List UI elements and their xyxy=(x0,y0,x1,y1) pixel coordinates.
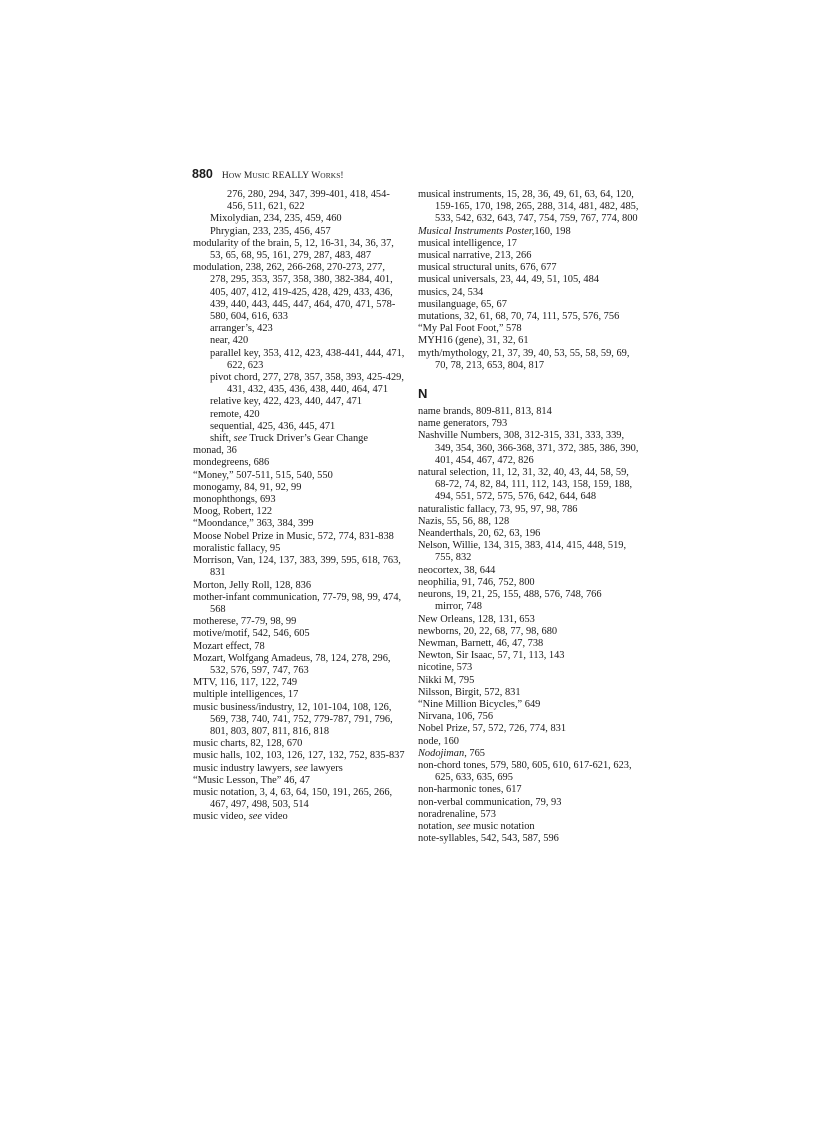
entry-text: motherese, 77-79, 98, 99 xyxy=(193,616,297,628)
entry-text: Nazis, 55, 56, 88, 128 xyxy=(418,515,510,527)
index-entry xyxy=(418,189,640,226)
index-subentry xyxy=(193,421,405,433)
index-entry xyxy=(418,287,640,299)
entry-text: “My Pal Foot Foot,” 578 xyxy=(418,323,522,335)
entry-text: monogamy, 84, 91, 92, 99 xyxy=(193,481,302,493)
see-reference: see xyxy=(457,820,471,832)
index-entry xyxy=(193,616,405,628)
see-target: music notation xyxy=(470,820,535,832)
entry-text: , 765 xyxy=(464,747,485,759)
entry-text: parallel key, 353, 412, 423, 438-441, 444, 471, 622, 623 xyxy=(210,347,405,371)
see-reference: see xyxy=(294,762,308,774)
index-entry xyxy=(193,506,405,518)
index-entry xyxy=(193,653,405,677)
index-entry xyxy=(418,614,640,626)
entry-text: shift, xyxy=(210,433,234,445)
entry-text: musical structural units, 676, 677 xyxy=(418,262,557,274)
index-entry xyxy=(418,650,640,662)
entry-text: mirror, 748 xyxy=(435,601,482,613)
entry-text: music business/industry, 12, 101-104, 108, 126, 569, 738, 740, 741, 752, 779-787, 791, 796, 801, 803, 807, 811, 816, 818 xyxy=(193,701,393,737)
index-entry xyxy=(193,470,405,482)
entry-text: nicotine, 573 xyxy=(418,662,473,674)
index-entry xyxy=(193,811,405,823)
entry-text: non-harmonic tones, 617 xyxy=(418,784,522,796)
entry-text: “Moondance,” 363, 384, 399 xyxy=(193,518,314,530)
index-entry xyxy=(193,543,405,555)
entry-text: noradrenaline, 573 xyxy=(418,808,496,820)
page-header xyxy=(192,167,344,181)
index-entry xyxy=(418,760,640,784)
entry-text: Morton, Jelly Roll, 128, 836 xyxy=(193,579,312,591)
entry-text: remote, 420 xyxy=(210,408,260,420)
index-entry xyxy=(418,528,640,540)
index-subentry xyxy=(193,323,405,335)
index-entry xyxy=(418,699,640,711)
index-subentry xyxy=(193,372,405,396)
index-entry xyxy=(193,445,405,457)
entry-text: Nirvana, 106, 756 xyxy=(418,711,494,723)
index-entry xyxy=(418,406,640,418)
entry-text: music notation, 3, 4, 63, 64, 150, 191, 265, 266, 467, 497, 498, 503, 514 xyxy=(193,786,393,811)
index-entry xyxy=(193,775,405,787)
index-entry xyxy=(418,809,640,821)
index-entry xyxy=(418,430,640,467)
index-entry xyxy=(193,738,405,750)
entry-text: musilanguage, 65, 67 xyxy=(418,298,507,310)
entry-text: non-verbal communication, 79, 93 xyxy=(418,796,562,808)
index-entry xyxy=(418,540,640,564)
index-entry xyxy=(193,531,405,543)
entry-text: music industry lawyers, xyxy=(193,762,295,774)
entry-text: Mozart effect, 78 xyxy=(193,640,265,652)
index-entry xyxy=(418,311,640,323)
index-entry xyxy=(193,555,405,579)
index-entry xyxy=(418,687,640,699)
index-entry xyxy=(418,577,640,589)
entry-text: mutations, 32, 61, 68, 70, 74, 111, 575, 576, 756 xyxy=(418,311,620,323)
entry-text: modularity of the brain, 5, 12, 16-31, 34, 36, 37, 53, 65, 68, 95, 161, 279, 287, 483, 487 xyxy=(193,237,394,262)
index-entry xyxy=(193,702,405,739)
index-group-m-continued xyxy=(418,189,640,372)
index-entry xyxy=(418,516,640,528)
entry-text: 160, 198 xyxy=(534,225,571,237)
entry-text: musical intelligence, 17 xyxy=(418,237,517,249)
index-entry xyxy=(193,262,405,323)
index-entry xyxy=(418,675,640,687)
index-column-left xyxy=(193,189,405,824)
index-entry xyxy=(193,641,405,653)
entry-text: Nikki M, 795 xyxy=(418,674,475,686)
index-entry xyxy=(418,335,640,347)
entry-text: musical universals, 23, 44, 49, 51, 105, 484 xyxy=(418,274,599,286)
index-entry xyxy=(193,750,405,762)
entry-text: New Orleans, 128, 131, 653 xyxy=(418,613,535,625)
index-entry xyxy=(418,589,640,601)
index-entry xyxy=(193,238,405,262)
index-entry xyxy=(193,763,405,775)
entry-text: arranger’s, 423 xyxy=(210,323,273,335)
entry-text: mother-infant communication, 77-79, 98, 99, 474, 568 xyxy=(193,591,402,615)
index-entry xyxy=(418,797,640,809)
entry-text: Newman, Barnett, 46, 47, 738 xyxy=(418,637,544,649)
entry-text: Nashville Numbers, 308, 312-315, 331, 333, 339, 349, 354, 360, 366-368, 371, 372, 385, 386, 390, 401, 454, 467, 472, 826 xyxy=(418,430,639,466)
index-column-right xyxy=(418,189,640,845)
index-subentry xyxy=(193,433,405,445)
index-subentry xyxy=(193,409,405,421)
index-entry xyxy=(193,677,405,689)
entry-text: moralistic fallacy, 95 xyxy=(193,542,281,554)
index-entry xyxy=(193,457,405,469)
index-entry xyxy=(418,711,640,723)
entry-text: music video, xyxy=(193,811,249,823)
index-subentry xyxy=(193,396,405,408)
entry-text: monophthongs, 693 xyxy=(193,494,276,506)
entry-text: “Money,” 507-511, 515, 540, 550 xyxy=(193,469,333,481)
entry-text: name generators, 793 xyxy=(418,418,508,430)
entry-text: Neanderthals, 20, 62, 63, 196 xyxy=(418,528,541,540)
entry-text: Nilsson, Birgit, 572, 831 xyxy=(418,686,521,698)
index-entry xyxy=(418,833,640,845)
entry-text: neocortex, 38, 644 xyxy=(418,564,496,576)
index-entry xyxy=(193,592,405,616)
entry-text: natural selection, 11, 12, 31, 32, 40, 43, 44, 58, 59, 68-72, 74, 82, 84, 111, 112, 143, 158, 159, 188, 494, 551, 572, 575, 576, 642, 644, 648 xyxy=(418,467,633,503)
index-entry xyxy=(418,565,640,577)
section-letter-heading: N xyxy=(418,386,428,402)
index-subentry xyxy=(193,348,405,372)
entry-text: sequential, 425, 436, 445, 471 xyxy=(210,420,336,432)
index-entry xyxy=(418,299,640,311)
index-entry xyxy=(418,662,640,674)
index-entry xyxy=(193,628,405,640)
entry-text: Newton, Sir Isaac, 57, 71, 113, 143 xyxy=(418,650,565,662)
entry-text: “Music Lesson, The” 46, 47 xyxy=(193,774,310,786)
entry-text: non-chord tones, 579, 580, 605, 610, 617-621, 623, 625, 633, 635, 695 xyxy=(418,759,632,784)
index-entry xyxy=(418,467,640,504)
index-entry xyxy=(193,494,405,506)
entry-text: newborns, 20, 22, 68, 77, 98, 680 xyxy=(418,625,558,637)
index-entry xyxy=(418,821,640,833)
index-entry xyxy=(418,736,640,748)
see-reference: see xyxy=(248,811,262,823)
index-entry-continuation xyxy=(193,189,405,213)
entry-italic-title: Nodojiman xyxy=(418,747,465,759)
index-subentry xyxy=(193,335,405,347)
entry-text: Phrygian, 233, 235, 456, 457 xyxy=(210,225,331,237)
entry-text: note-syllables, 542, 543, 587, 596 xyxy=(418,833,559,845)
index-entry xyxy=(418,748,640,760)
index-entry xyxy=(418,323,640,335)
entry-text: 276, 280, 294, 347, 399-401, 418, 454-456, 511, 621, 622 xyxy=(227,189,390,213)
entry-text: Mozart, Wolfgang Amadeus, 78, 124, 278, 296, 532, 576, 597, 747, 763 xyxy=(193,652,391,676)
index-entry xyxy=(418,274,640,286)
entry-text: modulation, 238, 262, 266-268, 270-273, 277, 278, 295, 353, 357, 358, 380, 382-384, 401, 405, 407, 412, 419-425, 428, 429, 433, 436, 439, 440, 443, 445, 447, 464, 470, 471, 578-580, 604, 616, 633 xyxy=(193,262,396,323)
index-entry xyxy=(193,787,405,811)
index-subentry xyxy=(418,601,640,613)
entry-text: neurons, 19, 21, 25, 155, 488, 576, 748, 766 xyxy=(418,589,602,601)
entry-text: pivot chord, 277, 278, 357, 358, 393, 425-429, 431, 432, 435, 436, 438, 440, 464, 471 xyxy=(210,372,404,396)
entry-text: motive/motif, 542, 546, 605 xyxy=(193,628,310,640)
running-head xyxy=(222,171,344,181)
see-target: video xyxy=(261,811,288,823)
entry-text: Moog, Robert, 122 xyxy=(193,506,273,518)
index-entry xyxy=(418,226,640,238)
index-entry xyxy=(418,723,640,735)
index-entry xyxy=(418,262,640,274)
entry-text: Mixolydian, 234, 235, 459, 460 xyxy=(210,213,342,225)
entry-text: MYH16 (gene), 31, 32, 61 xyxy=(418,335,529,347)
entry-text: name brands, 809-811, 813, 814 xyxy=(418,406,552,418)
entry-text: naturalistic fallacy, 73, 95, 97, 98, 786 xyxy=(418,503,578,515)
entry-text: notation, xyxy=(418,820,458,832)
entry-text: musics, 24, 534 xyxy=(418,286,484,298)
index-entry xyxy=(418,418,640,430)
index-entry xyxy=(418,504,640,516)
index-entry xyxy=(418,250,640,262)
see-target: lawyers xyxy=(307,762,343,774)
entry-text: musical narrative, 213, 266 xyxy=(418,250,532,262)
entry-text: Morrison, Van, 124, 137, 383, 399, 595, 618, 763, 831 xyxy=(193,555,401,579)
index-entry xyxy=(193,518,405,530)
see-target: Truck Driver’s Gear Change xyxy=(246,433,368,445)
entry-text: Moose Nobel Prize in Music, 572, 774, 831-838 xyxy=(193,530,394,542)
index-entry xyxy=(418,784,640,796)
entry-text: relative key, 422, 423, 440, 447, 471 xyxy=(210,396,362,408)
see-reference: see xyxy=(233,433,247,445)
running-head-smallcaps: HOW MUSIC REALLY WORKS! xyxy=(221,171,344,181)
entry-text: “Nine Million Bicycles,” 649 xyxy=(418,698,541,710)
index-entry xyxy=(418,626,640,638)
index-entry xyxy=(418,348,640,372)
index-entry xyxy=(193,689,405,701)
index-entry xyxy=(418,238,640,250)
entry-text: myth/mythology, 21, 37, 39, 40, 53, 55, 58, 59, 69, 70, 78, 213, 653, 804, 817 xyxy=(418,347,630,371)
entry-italic-title: Musical Instruments Poster, xyxy=(418,225,535,237)
entry-text: Nobel Prize, 57, 572, 726, 774, 831 xyxy=(418,723,567,735)
entry-text: multiple intelligences, 17 xyxy=(193,689,299,701)
entry-text: mondegreens, 686 xyxy=(193,457,270,469)
entry-text: near, 420 xyxy=(210,335,249,347)
index-subentry xyxy=(193,226,405,238)
entry-text: node, 160 xyxy=(418,735,459,747)
index-group-n xyxy=(418,406,640,845)
page-number: 880 xyxy=(192,167,213,181)
entry-text: Nelson, Willie, 134, 315, 383, 414, 415, 448, 519, 755, 832 xyxy=(418,540,627,564)
index-subentry xyxy=(193,213,405,225)
entry-text: monad, 36 xyxy=(193,445,237,457)
index-entry xyxy=(193,482,405,494)
entry-text: MTV, 116, 117, 122, 749 xyxy=(193,677,298,689)
entry-text: neophilia, 91, 746, 752, 800 xyxy=(418,576,535,588)
entry-text: musical instruments, 15, 28, 36, 49, 61, 63, 64, 120, 159-165, 170, 198, 265, 288, 314, 481, 482, 485, 533, 542, 632, 643, 747, 754, 759, 767, 774, 800 xyxy=(418,189,639,225)
entry-text: music halls, 102, 103, 126, 127, 132, 752, 835-837 xyxy=(193,750,405,762)
index-entry xyxy=(193,580,405,592)
index-entry xyxy=(418,638,640,650)
entry-text: music charts, 82, 128, 670 xyxy=(193,738,303,750)
